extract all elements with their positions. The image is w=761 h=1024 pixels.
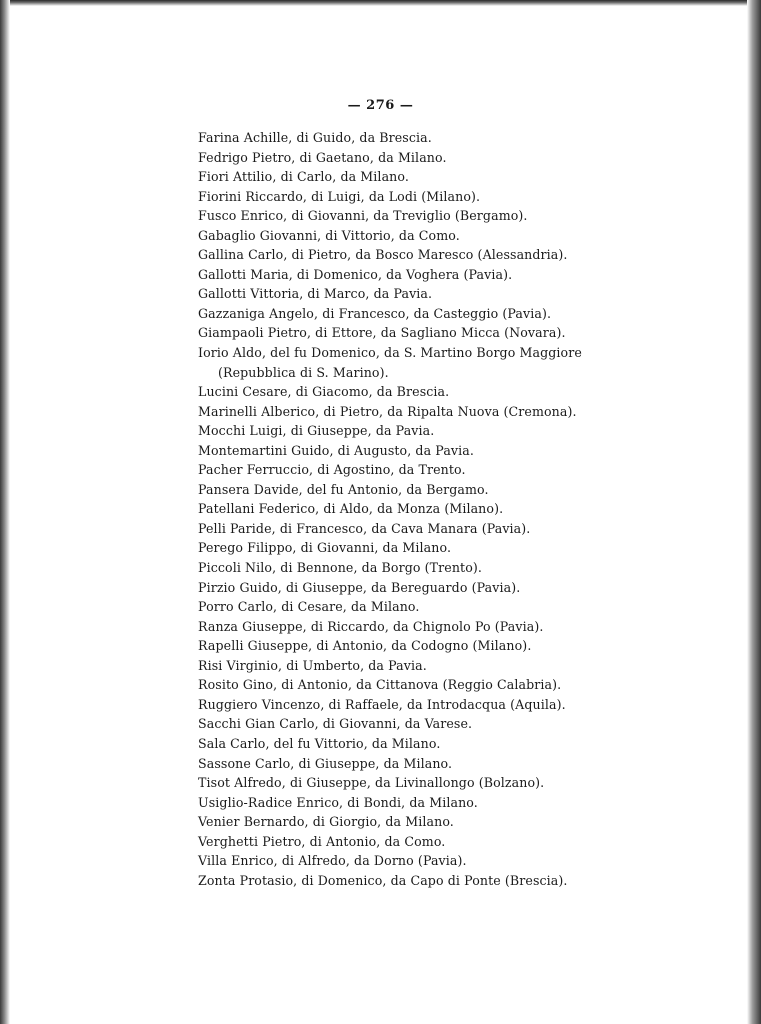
- list-item: Sacchi Gian Carlo, di Giovanni, da Varese.: [198, 716, 473, 732]
- list-item: Porro Carlo, di Cesare, da Milano.: [198, 599, 420, 615]
- list-item: Gallina Carlo, di Pietro, da Bosco Maresco (Alessandria).: [198, 247, 568, 263]
- list-item: Gazzaniga Angelo, di Francesco, da Casteggio (Pavia).: [198, 305, 552, 321]
- list-item: Venier Bernardo, di Giorgio, da Milano.: [198, 814, 454, 830]
- list-item: Pelli Paride, di Francesco, da Cava Manara (Pavia).: [198, 520, 531, 536]
- list-item: Gabaglio Giovanni, di Vittorio, da Como.: [198, 227, 460, 243]
- list-item: Usiglio-Radice Enrico, di Bondi, da Milano.: [198, 794, 478, 810]
- list-item: Fusco Enrico, di Giovanni, da Treviglio (Bergamo).: [198, 208, 528, 224]
- list-item: Lucini Cesare, di Giacomo, da Brescia.: [198, 384, 450, 400]
- list-item: Mocchi Luigi, di Giuseppe, da Pavia.: [198, 423, 435, 439]
- list-item: Rosito Gino, di Antonio, da Cittanova (Reggio Calabria).: [198, 677, 562, 693]
- list-item: Sassone Carlo, di Giuseppe, da Milano.: [198, 755, 453, 771]
- list-item: Farina Achille, di Guido, da Brescia.: [198, 130, 432, 145]
- list-item: Pacher Ferruccio, di Agostino, da Trento.: [198, 462, 466, 478]
- list-item: Pirzio Guido, di Giuseppe, da Bereguardo (Pavia).: [198, 579, 521, 595]
- list-item: Sala Carlo, del fu Vittorio, da Milano.: [198, 735, 441, 751]
- list-item: Zonta Protasio, di Domenico, da Capo di Ponte (Brescia).: [198, 872, 568, 888]
- list-item: Villa Enrico, di Alfredo, da Dorno (Pavia).: [198, 853, 467, 869]
- list-item: Marinelli Alberico, di Pietro, da Ripalta Nuova (Cremona).: [198, 403, 577, 419]
- list-item: Patellani Federico, di Aldo, da Monza (Milano).: [198, 501, 504, 517]
- list-item: Montemartini Guido, di Augusto, da Pavia.: [198, 442, 474, 458]
- scan-edge-left: [0, 0, 10, 1024]
- list-item: Fiorini Riccardo, di Luigi, da Lodi (Milano).: [198, 188, 481, 204]
- list-item: Ranza Giuseppe, di Riccardo, da Chignolo Po (Pavia).: [198, 618, 544, 634]
- list-item: Fiori Attilio, di Carlo, da Milano.: [198, 169, 409, 185]
- list-item: Perego Filippo, di Giovanni, da Milano.: [198, 540, 452, 556]
- list-item: Verghetti Pietro, di Antonio, da Como.: [198, 833, 446, 849]
- list-item: Giampaoli Pietro, di Ettore, da Sagliano Micca (Novara).: [198, 325, 566, 341]
- list-item: Iorio Aldo, del fu Domenico, da S. Martino Borgo Maggiore (Repubblica di S. Marino).: [198, 345, 582, 380]
- list-item: Pansera Davide, del fu Antonio, da Bergamo.: [198, 481, 489, 497]
- list-item: Rapelli Giuseppe, di Antonio, da Codogno (Milano).: [198, 638, 532, 654]
- list-item: Piccoli Nilo, di Bennone, da Borgo (Trento).: [198, 560, 483, 576]
- list-item: Risi Virginio, di Umberto, da Pavia.: [198, 657, 427, 673]
- list-item: Tisot Alfredo, di Giuseppe, da Livinallongo (Bolzano).: [198, 775, 545, 791]
- list-item: Ruggiero Vincenzo, di Raffaele, da Introdacqua (Aquila).: [198, 696, 566, 712]
- list-item: Gallotti Maria, di Domenico, da Voghera (Pavia).: [198, 266, 513, 282]
- scan-edge-right: [747, 0, 761, 1024]
- page-number: — 276 —: [347, 98, 414, 113]
- scan-edge-top: [0, 0, 761, 6]
- name-list: [198, 128, 643, 890]
- list-item: Gallotti Vittoria, di Marco, da Pavia.: [198, 286, 433, 302]
- list-item: Fedrigo Pietro, di Gaetano, da Milano.: [198, 149, 447, 165]
